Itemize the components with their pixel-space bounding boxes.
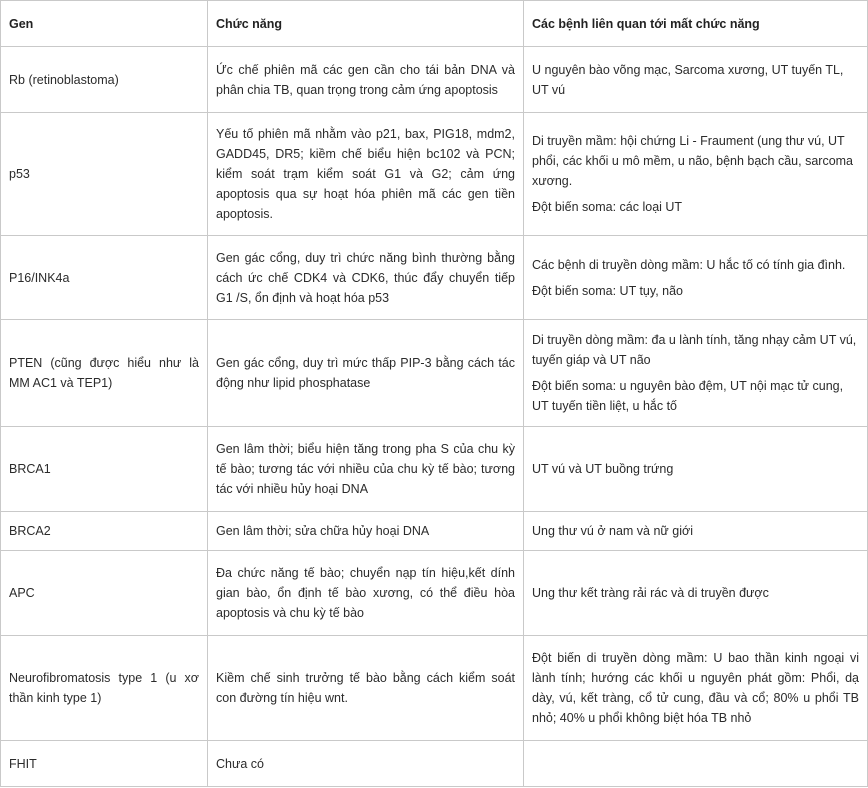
disease-text: Các bệnh di truyền dòng mầm: U hắc tố có tính gia đình. — [532, 257, 846, 272]
table-row — [1, 320, 868, 427]
table-row — [1, 741, 868, 787]
disease-text: Đột biến soma: các loại UT — [532, 200, 683, 214]
gene-name: APC — [1, 551, 208, 636]
disease-text: Di truyền dòng mầm: đa u lành tính, tăng nhạy cảm UT vú, tuyến giáp và UT não — [532, 333, 857, 367]
gene-function: Ức chế phiên mã các gen cần cho tái bản DNA và phân chia TB, quan trọng trong cảm ứng apoptosis — [208, 47, 524, 113]
table-row — [1, 512, 868, 551]
gene-name: Neurofibromatosis type 1 (u xơ thần kinh type 1) — [1, 636, 208, 741]
disease-text: Đột biến soma: u nguyên bào đệm, UT nội mạc tử cung, UT tuyến tiền liệt, u hắc tố — [532, 379, 844, 413]
disease-text: Di truyền mầm: hội chứng Li - Fraument (ung thư vú, UT phổi, các khối u mô mềm, u não, bệnh bạch cầu, sarcoma xương. — [532, 134, 854, 188]
gene-diseases — [524, 236, 868, 320]
gene-diseases — [524, 320, 868, 427]
disease-text: Ung thư vú ở nam và nữ giới — [532, 524, 693, 538]
disease-text: Ung thư kết tràng rải rác và di truyền được — [532, 586, 769, 600]
table-row — [1, 113, 868, 236]
gene-function: Đa chức năng tế bào; chuyển nạp tín hiệu,kết dính gian bào, ổn định tế bào xương, có thể điều hòa apoptosis và chu kỳ tế bào — [208, 551, 524, 636]
gene-diseases — [524, 113, 868, 236]
gene-function: Gen lâm thời; biểu hiện tăng trong pha S của chu kỳ tế bào; tương tác với nhiều của chu kỳ tế bào; tương tác với nhiều hủy hoại DNA — [208, 427, 524, 512]
table-row — [1, 236, 868, 320]
disease-text: Đột biến soma: UT tụy, não — [532, 283, 684, 298]
header-gene: Gen — [1, 1, 208, 47]
gene-diseases — [524, 741, 868, 787]
gene-name: BRCA1 — [1, 427, 208, 512]
gene-diseases — [524, 551, 868, 636]
gene-name: p53 — [1, 113, 208, 236]
table-row — [1, 636, 868, 741]
gene-diseases — [524, 47, 868, 113]
gene-diseases — [524, 512, 868, 551]
gene-diseases — [524, 636, 868, 741]
gene-name: FHIT — [1, 741, 208, 787]
disease-text: UT vú và UT buồng trứng — [532, 462, 674, 476]
table-header-row — [1, 1, 868, 47]
table-row — [1, 427, 868, 512]
header-diseases: Các bệnh liên quan tới mất chức năng — [524, 1, 868, 47]
gene-name: BRCA2 — [1, 512, 208, 551]
gene-name: Rb (retinoblastoma) — [1, 47, 208, 113]
gene-function: Gen gác cổng, duy trì mức thấp PIP-3 bằng cách tác động như lipid phosphatase — [208, 320, 524, 427]
gene-function: Kiềm chế sinh trưởng tế bào bằng cách kiểm soát con đường tín hiệu wnt. — [208, 636, 524, 741]
header-function: Chức năng — [208, 1, 524, 47]
gene-function: Gen gác cổng, duy trì chức năng bình thường bằng cách ức chế CDK4 và CDK6, thúc đẩy chuyển tiếp G1 /S, ổn định và hoạt hóa p53 — [208, 236, 524, 320]
gene-name: P16/INK4a — [1, 236, 208, 320]
gene-function: Gen lâm thời; sửa chữa hủy hoại DNA — [208, 512, 524, 551]
table-row — [1, 47, 868, 113]
table-row — [1, 551, 868, 636]
disease-text: Đột biến di truyền dòng mầm: U bao thần kinh ngoại vi lành tính; hướng các khối u nguyên phát gồm: Phổi, dạ dày, vú, kết tràng, cổ tử cung, đầu và cổ; 80% u phổi TB nhỏ; 40% u phổi không biệt hóa TB nhỏ — [532, 651, 859, 725]
gene-function: Yếu tố phiên mã nhằm vào p21, bax, PIG18, mdm2, GADD45, DR5; kiềm chế biểu hiện bc102 và PCN; kiểm soát trạm kiểm soát G1 và G2; cảm ứng apoptosis qua sự hoạt hóa phiên mã các gen tiền apoptosis. — [208, 113, 524, 236]
gene-name: PTEN (cũng được hiểu như là MM AC1 và TEP1) — [1, 320, 208, 427]
disease-text: U nguyên bào võng mạc, Sarcoma xương, UT tuyến TL, UT vú — [532, 62, 844, 97]
gene-function: Chưa có — [208, 741, 524, 787]
gene-diseases — [524, 427, 868, 512]
